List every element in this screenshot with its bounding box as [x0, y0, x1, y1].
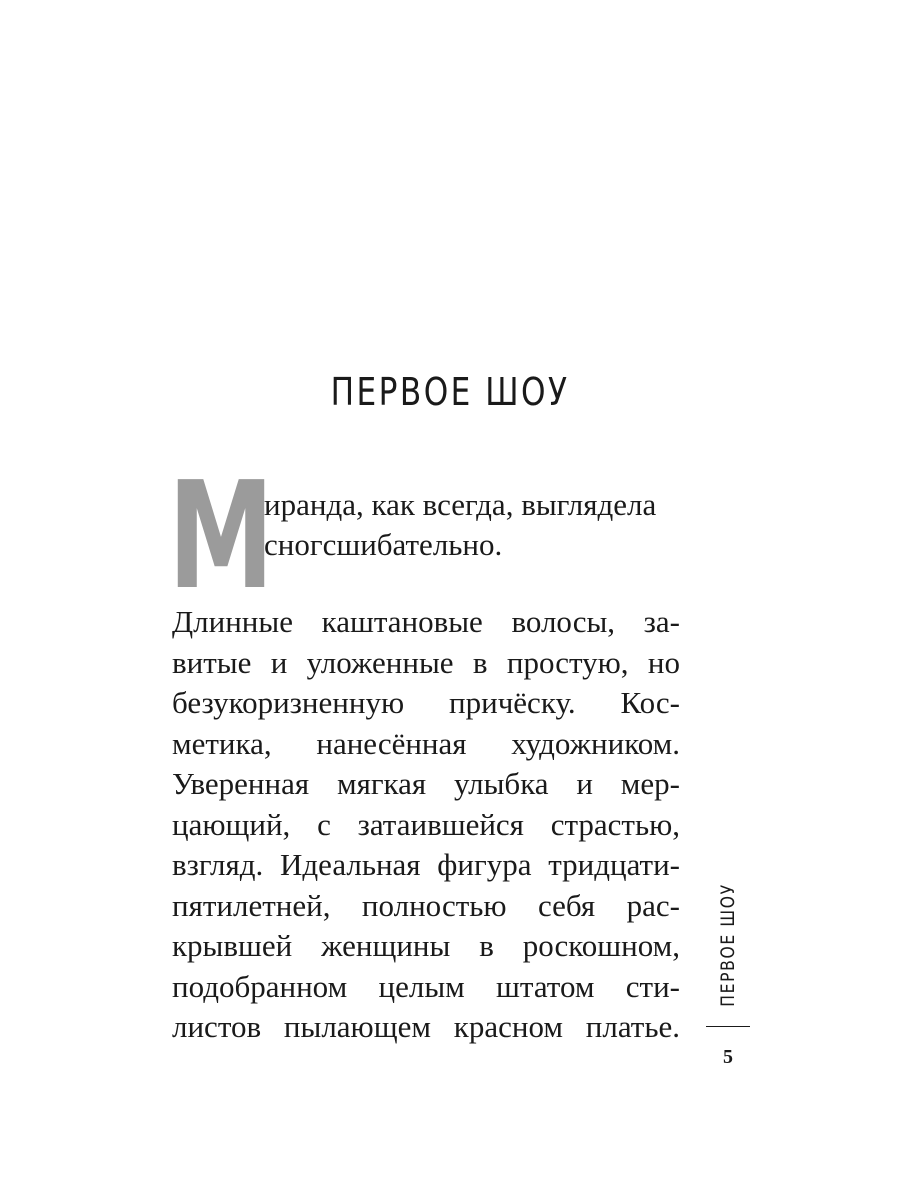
body-paragraph [172, 602, 680, 1048]
paragraph-line-10: подобранном целым штатом сти- [172, 968, 680, 1004]
paragraph-line-3: безукоризненную причёску. Кос- [172, 685, 680, 720]
opening-line-2: сногсшибательно. [264, 527, 503, 562]
paragraph-line-4: метика, нанесённая художником. [172, 725, 680, 761]
running-head [712, 885, 744, 1005]
page-number: 5 [723, 1046, 733, 1068]
paragraph-line-1: Длинные каштановые волосы, за- [172, 604, 680, 639]
running-head-text: ПЕРВОЕ ШОУ [717, 883, 739, 1007]
opening-line-1: иранда, как всегда, выглядела [264, 487, 657, 522]
chapter-title: ПЕРВОЕ ШОУ [330, 370, 570, 414]
paragraph-line-2: витые и уложенные в простую, но [172, 644, 680, 680]
paragraph-line-9: крывшей женщины в роскошном, [172, 928, 680, 963]
paragraph-line-11: листов пылающем красном платье. [172, 1009, 680, 1044]
paragraph-line-6: цающий, с затаившейся страстью, [172, 806, 680, 842]
paragraph-line-8: пятилетней, полностью себя рас- [172, 887, 680, 923]
drop-cap: М [168, 450, 275, 622]
running-head-rule [706, 1026, 750, 1027]
paragraph-line-5: Уверенная мягкая улыбка и мер- [172, 766, 680, 801]
paragraph-line-7: взгляд. Идеальная фигура тридцати- [172, 847, 680, 882]
